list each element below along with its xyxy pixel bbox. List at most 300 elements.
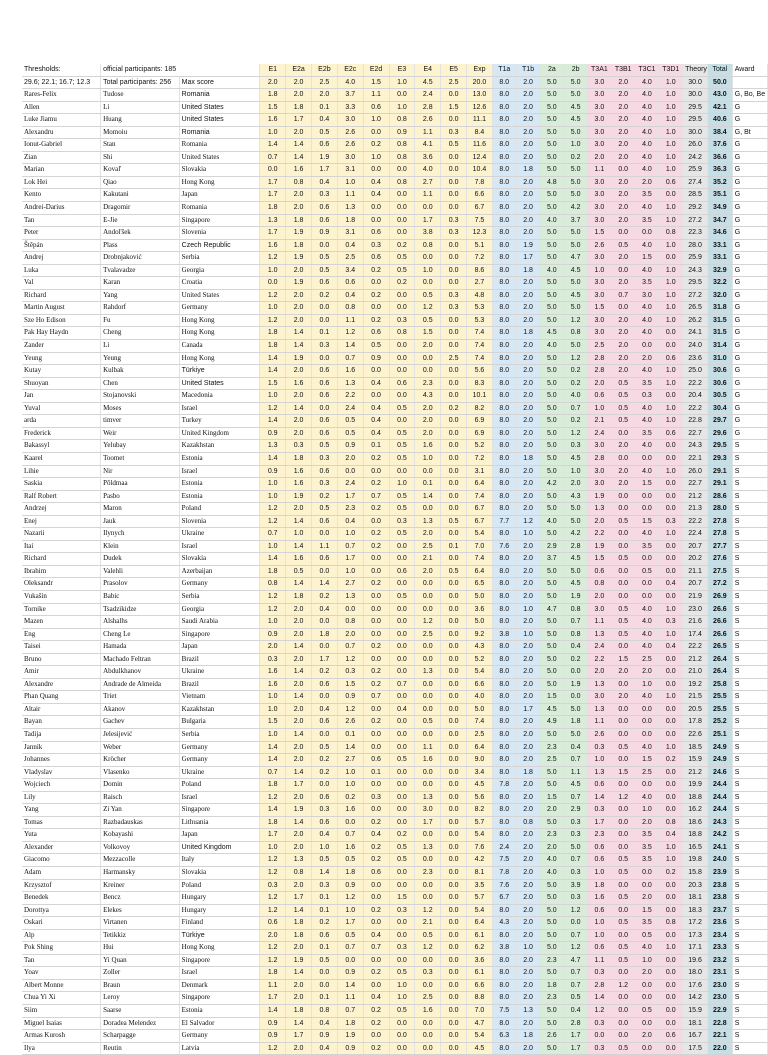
score-cell: 5.0 <box>540 578 564 591</box>
score-cell: 1.0 <box>337 176 363 189</box>
score-cell: 2.0 <box>516 402 540 415</box>
first-name: Yeung <box>22 352 101 365</box>
score-cell: 32.2 <box>707 277 732 290</box>
first-name: Shuoyan <box>22 377 101 390</box>
first-name: Lihie <box>22 465 101 478</box>
score-cell: 0.0 <box>363 741 389 754</box>
max-score-3: 4.0 <box>337 76 363 89</box>
score-cell: 1.0 <box>659 415 683 428</box>
score-cell: 3.5 <box>635 427 659 440</box>
award: S <box>732 816 767 829</box>
score-cell: 1.6 <box>588 892 612 905</box>
score-cell: 2.0 <box>635 816 659 829</box>
score-cell: 2.0 <box>516 214 540 227</box>
score-cell: 5.3 <box>467 314 493 327</box>
score-cell: 0.0 <box>441 189 467 202</box>
score-cell: 2.0 <box>516 151 540 164</box>
score-cell: 15.9 <box>683 754 708 767</box>
score-cell: 6.4 <box>467 917 493 930</box>
last-name: Karan <box>101 277 180 290</box>
score-cell: 2.0 <box>286 314 312 327</box>
first-name: Eng <box>22 628 101 641</box>
score-cell: 1.2 <box>260 402 286 415</box>
score-cell: 0.0 <box>611 967 635 980</box>
score-cell: 0.0 <box>441 151 467 164</box>
country: Canada <box>179 340 260 353</box>
last-name: Virtanen <box>101 917 180 930</box>
score-cell: 2.8 <box>588 352 612 365</box>
score-cell: 2.0 <box>516 829 540 842</box>
score-cell: 26.5 <box>707 641 732 654</box>
score-cell: 20.2 <box>683 553 708 566</box>
last-name: Bencz <box>101 892 180 905</box>
score-cell: 7.4 <box>467 716 493 729</box>
score-cell: 24.2 <box>683 151 708 164</box>
score-cell: 8.0 <box>492 377 516 390</box>
score-cell: 20.7 <box>683 540 708 553</box>
score-cell: 1.0 <box>635 954 659 967</box>
score-cell: 0.2 <box>311 590 337 603</box>
score-cell: 0.6 <box>363 101 389 114</box>
score-cell: 8.0 <box>492 678 516 691</box>
last-name: Hui <box>101 942 180 955</box>
score-cell: 3.0 <box>635 289 659 302</box>
last-name: Mezzacolle <box>101 854 180 867</box>
score-cell: 23.4 <box>707 929 732 942</box>
score-cell: 7.0 <box>467 540 493 553</box>
score-cell: 5.0 <box>540 490 564 503</box>
score-cell: 1.4 <box>286 340 312 353</box>
score-cell: 22.0 <box>707 1042 732 1055</box>
table-row <box>22 289 768 302</box>
score-cell: 7.5 <box>492 1005 516 1018</box>
score-cell: 0.5 <box>611 377 635 390</box>
score-cell: 0.0 <box>337 603 363 616</box>
score-cell: 2.0 <box>286 289 312 302</box>
score-cell: 1.8 <box>286 917 312 930</box>
score-cell: 0.0 <box>389 227 415 240</box>
score-cell: 2.0 <box>611 176 635 189</box>
score-cell: 0.0 <box>441 553 467 566</box>
first-name: Altair <box>22 703 101 716</box>
score-cell: 0.0 <box>363 390 389 403</box>
first-name: Siim <box>22 1005 101 1018</box>
score-cell: 1.6 <box>286 478 312 491</box>
col-header-e4: E4 <box>415 64 441 76</box>
score-cell: 3.0 <box>588 465 612 478</box>
score-cell: 0.3 <box>311 804 337 817</box>
score-cell: 0.0 <box>659 954 683 967</box>
score-cell: 2.0 <box>286 754 312 767</box>
score-cell: 1.3 <box>260 214 286 227</box>
score-cell: 0.0 <box>635 578 659 591</box>
score-cell: 0.4 <box>659 641 683 654</box>
score-cell: 17.4 <box>683 628 708 641</box>
score-cell: 8.3 <box>467 377 493 390</box>
last-name: Klein <box>101 540 180 553</box>
score-cell: 0.6 <box>311 277 337 290</box>
score-cell: 0.0 <box>659 478 683 491</box>
score-cell: 1.0 <box>588 929 612 942</box>
score-cell: 0.0 <box>441 452 467 465</box>
score-cell: 8.0 <box>492 565 516 578</box>
last-name: Abdulkhanov <box>101 666 180 679</box>
score-cell: 0.6 <box>588 854 612 867</box>
score-cell: 1.6 <box>260 678 286 691</box>
score-cell: 0.0 <box>659 929 683 942</box>
score-cell: 0.3 <box>659 616 683 629</box>
score-cell: 2.0 <box>540 804 564 817</box>
first-name: Vukašin <box>22 590 101 603</box>
last-name: Nir <box>101 465 180 478</box>
score-cell: 1.4 <box>286 691 312 704</box>
score-cell: 2.0 <box>516 892 540 905</box>
score-cell: 2.0 <box>516 189 540 202</box>
score-cell: 1.0 <box>588 917 612 930</box>
score-cell: 25.9 <box>683 164 708 177</box>
score-cell: 1.5 <box>635 904 659 917</box>
score-cell: 1.7 <box>516 703 540 716</box>
score-cell: 0.0 <box>635 490 659 503</box>
score-cell: 2.1 <box>415 917 441 930</box>
award: G <box>732 402 767 415</box>
score-cell: 2.0 <box>516 678 540 691</box>
score-cell: 0.5 <box>337 929 363 942</box>
score-cell: 0.0 <box>441 490 467 503</box>
score-cell: 0.0 <box>415 352 441 365</box>
score-cell: 4.2 <box>467 854 493 867</box>
score-cell: 0.5 <box>611 741 635 754</box>
score-cell: 3.8 <box>492 942 516 955</box>
score-cell: 5.0 <box>540 779 564 792</box>
score-cell: 3.1 <box>337 164 363 177</box>
score-cell: 5.0 <box>540 816 564 829</box>
score-cell: 1.8 <box>260 89 286 102</box>
score-cell: 2.0 <box>635 176 659 189</box>
score-cell: 0.4 <box>389 703 415 716</box>
score-cell: 1.4 <box>286 666 312 679</box>
table-row <box>22 728 768 741</box>
score-cell: 0.6 <box>311 929 337 942</box>
score-cell: 1.0 <box>415 264 441 277</box>
first-name: Yang <box>22 804 101 817</box>
first-name: Yuta <box>22 829 101 842</box>
score-cell: 9.0 <box>467 754 493 767</box>
score-cell: 0.0 <box>611 841 635 854</box>
award: S <box>732 1005 767 1018</box>
last-name: Vlasenko <box>101 766 180 779</box>
score-cell: 0.0 <box>311 616 337 629</box>
score-cell: 0.0 <box>389 603 415 616</box>
score-cell: 0.7 <box>363 490 389 503</box>
max-score-1: 2.0 <box>286 76 312 89</box>
table-row <box>22 314 768 327</box>
score-cell: 2.0 <box>516 352 540 365</box>
score-cell: 7.4 <box>467 327 493 340</box>
score-cell: 0.0 <box>389 352 415 365</box>
award: G <box>732 114 767 127</box>
score-cell: 33.1 <box>707 239 732 252</box>
score-cell: 0.5 <box>389 841 415 854</box>
score-cell: 2.0 <box>611 340 635 353</box>
first-name: Peter <box>22 227 101 240</box>
score-cell: 2.9 <box>540 540 564 553</box>
score-cell: 0.0 <box>441 841 467 854</box>
score-cell: 1.8 <box>516 327 540 340</box>
score-cell: 1.2 <box>415 942 441 955</box>
score-cell: 3.0 <box>588 603 612 616</box>
score-cell: 1.4 <box>260 804 286 817</box>
score-cell: 0.0 <box>311 239 337 252</box>
score-cell: 0.2 <box>363 841 389 854</box>
score-cell: 5.0 <box>564 703 588 716</box>
score-cell: 0.0 <box>659 340 683 353</box>
score-cell: 1.5 <box>389 892 415 905</box>
score-cell: 22.8 <box>683 415 708 428</box>
last-name: Zi Yan <box>101 804 180 817</box>
last-name: Harmansky <box>101 867 180 880</box>
score-cell: 2.0 <box>611 89 635 102</box>
score-cell: 26.6 <box>707 603 732 616</box>
score-cell: 0.6 <box>588 841 612 854</box>
country: Slovenia <box>179 227 260 240</box>
score-cell: 1.1 <box>588 164 612 177</box>
score-cell: 2.6 <box>415 114 441 127</box>
score-cell: 1.4 <box>260 352 286 365</box>
score-cell: 1.0 <box>337 565 363 578</box>
score-cell: 8.0 <box>492 176 516 189</box>
score-cell: 22.9 <box>707 1005 732 1018</box>
score-cell: 0.0 <box>611 302 635 315</box>
score-cell: 0.3 <box>260 879 286 892</box>
score-cell: 2.0 <box>516 653 540 666</box>
score-cell: 4.3 <box>492 917 516 930</box>
table-row <box>22 691 768 704</box>
country: Romania <box>179 202 260 215</box>
table-row <box>22 942 768 955</box>
score-cell: 1.2 <box>516 515 540 528</box>
score-cell: 0.7 <box>564 754 588 767</box>
table-row <box>22 540 768 553</box>
table-row <box>22 590 768 603</box>
score-cell: 1.1 <box>337 314 363 327</box>
score-cell: 31.8 <box>707 302 732 315</box>
score-cell: 0.0 <box>611 427 635 440</box>
score-cell: 0.3 <box>311 452 337 465</box>
score-cell: 0.0 <box>389 1042 415 1055</box>
score-cell: 1.8 <box>337 1017 363 1030</box>
score-cell: 0.7 <box>564 854 588 867</box>
last-name: Moses <box>101 402 180 415</box>
score-cell: 3.0 <box>588 691 612 704</box>
award: S <box>732 942 767 955</box>
last-name: Cheng <box>101 327 180 340</box>
score-cell: 0.0 <box>659 904 683 917</box>
score-cell: 1.3 <box>286 854 312 867</box>
score-cell: 5.0 <box>540 565 564 578</box>
score-cell: 0.3 <box>588 1017 612 1030</box>
score-cell: 0.6 <box>311 678 337 691</box>
score-cell: 19.8 <box>683 854 708 867</box>
first-name: Bakassyl <box>22 440 101 453</box>
score-cell: 29.1 <box>707 465 732 478</box>
table-row <box>22 176 768 189</box>
score-cell: 5.0 <box>540 1005 564 1018</box>
official-participants: official participants: 185 <box>101 64 260 76</box>
score-cell: 2.0 <box>260 641 286 654</box>
score-cell: 0.8 <box>389 139 415 152</box>
col-header-t3a1: T3A1 <box>588 64 612 76</box>
score-cell: 1.3 <box>588 628 612 641</box>
score-cell: 0.5 <box>337 427 363 440</box>
score-cell: 0.6 <box>588 779 612 792</box>
score-cell: 2.5 <box>441 352 467 365</box>
score-cell: 0.8 <box>564 327 588 340</box>
score-cell: 26.6 <box>707 616 732 629</box>
score-cell: 0.0 <box>441 804 467 817</box>
first-name: Dorottya <box>22 904 101 917</box>
score-cell: 4.2 <box>540 478 564 491</box>
last-name: Dudek <box>101 553 180 566</box>
score-cell: 2.0 <box>286 189 312 202</box>
first-name: Mazen <box>22 616 101 629</box>
table-row <box>22 139 768 152</box>
score-cell: 8.1 <box>467 867 493 880</box>
score-cell: 0.0 <box>311 967 337 980</box>
first-name: Martin August <box>22 302 101 315</box>
score-cell: 1.4 <box>337 340 363 353</box>
table-row <box>22 854 768 867</box>
score-cell: 6.7 <box>467 503 493 516</box>
score-cell: 4.0 <box>635 302 659 315</box>
score-cell: 0.5 <box>337 415 363 428</box>
score-cell: 0.0 <box>564 691 588 704</box>
country: Macedonia <box>179 390 260 403</box>
score-cell: 0.0 <box>441 917 467 930</box>
score-cell: 7.4 <box>467 553 493 566</box>
score-cell: 5.0 <box>540 942 564 955</box>
score-cell: 6.4 <box>467 565 493 578</box>
score-cell: 2.0 <box>516 227 540 240</box>
award: S <box>732 465 767 478</box>
score-cell: 0.0 <box>441 653 467 666</box>
score-cell: 1.5 <box>635 252 659 265</box>
table-row <box>22 829 768 842</box>
score-cell: 4.0 <box>635 164 659 177</box>
score-cell: 8.0 <box>492 728 516 741</box>
score-cell: 1.8 <box>588 879 612 892</box>
score-cell: 2.0 <box>286 879 312 892</box>
score-cell: 0.0 <box>635 992 659 1005</box>
score-cell: 5.0 <box>540 227 564 240</box>
score-cell: 8.0 <box>492 829 516 842</box>
award: S <box>732 691 767 704</box>
score-cell: 0.0 <box>611 992 635 1005</box>
score-cell: 0.0 <box>389 340 415 353</box>
country: Poland <box>179 879 260 892</box>
score-cell: 8.0 <box>492 415 516 428</box>
score-cell: 29.6 <box>707 427 732 440</box>
score-cell: 0.4 <box>564 1005 588 1018</box>
score-cell: 5.0 <box>467 616 493 629</box>
score-cell: 5.0 <box>540 590 564 603</box>
score-cell: 0.0 <box>659 653 683 666</box>
score-cell: 2.2 <box>588 528 612 541</box>
last-name: Kröcher <box>101 754 180 767</box>
score-cell: 2.0 <box>611 114 635 127</box>
award: S <box>732 628 767 641</box>
score-cell: 0.6 <box>659 427 683 440</box>
first-name: Johannes <box>22 754 101 767</box>
last-name: timver <box>101 415 180 428</box>
score-cell: 4.5 <box>467 779 493 792</box>
score-cell: 8.0 <box>492 904 516 917</box>
score-cell: 2.0 <box>611 478 635 491</box>
score-cell: 2.6 <box>588 728 612 741</box>
score-cell: 1.0 <box>260 691 286 704</box>
last-name: Weir <box>101 427 180 440</box>
score-cell: 0.3 <box>389 314 415 327</box>
score-cell: 0.0 <box>635 452 659 465</box>
last-name: Kulbak <box>101 365 180 378</box>
score-cell: 0.0 <box>415 465 441 478</box>
score-cell: 2.0 <box>516 979 540 992</box>
score-cell: 2.6 <box>337 716 363 729</box>
score-cell: 4.0 <box>635 101 659 114</box>
score-cell: 1.6 <box>286 465 312 478</box>
score-cell: 0.9 <box>311 1030 337 1043</box>
score-cell: 2.0 <box>611 327 635 340</box>
score-cell: 24.6 <box>707 766 732 779</box>
last-name: E-Jie <box>101 214 180 227</box>
score-cell: 0.0 <box>659 540 683 553</box>
score-cell: 0.0 <box>611 678 635 691</box>
score-cell: 4.0 <box>635 616 659 629</box>
score-cell: 0.0 <box>389 89 415 102</box>
score-cell: 0.9 <box>260 465 286 478</box>
score-cell: 5.0 <box>540 452 564 465</box>
score-cell: 0.2 <box>311 754 337 767</box>
max-score-12: 5.0 <box>564 76 588 89</box>
max-score-18: 50.0 <box>707 76 732 89</box>
score-cell: 2.0 <box>286 202 312 215</box>
first-name: Bayan <box>22 716 101 729</box>
award: S <box>732 904 767 917</box>
table-row <box>22 678 768 691</box>
score-cell: 0.5 <box>564 992 588 1005</box>
score-cell: 1.0 <box>564 139 588 152</box>
score-cell: 1.8 <box>540 979 564 992</box>
score-cell: 0.0 <box>441 904 467 917</box>
score-cell: 6.6 <box>467 189 493 202</box>
score-cell: 0.5 <box>611 390 635 403</box>
score-cell: 5.0 <box>540 503 564 516</box>
last-name: Volkovoy <box>101 841 180 854</box>
score-cell: 2.1 <box>588 415 612 428</box>
score-cell: 3.0 <box>588 252 612 265</box>
score-cell: 2.3 <box>540 741 564 754</box>
score-cell: 1.4 <box>286 816 312 829</box>
col-header-theory: Theory <box>683 64 708 76</box>
score-cell: 1.4 <box>286 402 312 415</box>
first-name: Miguel Isaias <box>22 1017 101 1030</box>
score-cell: 0.0 <box>415 578 441 591</box>
table-row <box>22 616 768 629</box>
table-row <box>22 452 768 465</box>
score-cell: 1.3 <box>588 703 612 716</box>
score-cell: 22.2 <box>683 515 708 528</box>
score-cell: 0.5 <box>311 264 337 277</box>
